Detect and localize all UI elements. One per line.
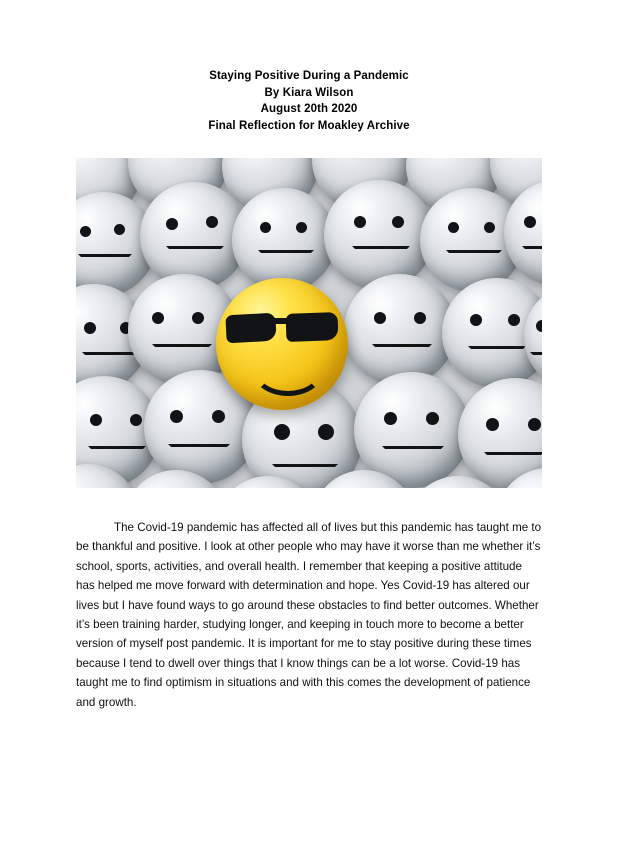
document-title: Staying Positive During a Pandemic: [209, 70, 409, 82]
document-header: [0, 68, 618, 134]
figure-container: [0, 158, 618, 488]
document-author: By Kiara Wilson: [264, 86, 354, 99]
document-page: [0, 68, 618, 868]
smile-mouth: [252, 344, 324, 396]
paragraph-text: The Covid-19 pandemic has affected all of lives but this pandemic has taught me to be thankful and positive. I look at other people who may have it worse than me whether it’s school, sports, activities, and overall health. I remember that keeping a positive attitude has helped me move forward with determination and hope. Yes Covid-19 has altered our lives but I have found ways to go around these obstacles to find better outcomes. Whether it’s been training harder, studying longer, and keeping in touch more to become a better version of myself post pandemic. It is important for me to stay positive during these times because I tend to dwell over things that I know things can be a lot worse. Covid-19 has taught me to find optimism in situations and with this comes the development of patience and growth.: [76, 521, 542, 709]
smiley-faces-image: [76, 158, 542, 488]
document-date: August 20th 2020: [260, 103, 358, 115]
body-paragraph: [76, 518, 542, 712]
sad-ball: [344, 274, 456, 386]
document-subtitle: Final Reflection for Moakley Archive: [208, 119, 410, 132]
sad-ball: [232, 188, 336, 292]
sad-ball: [324, 180, 434, 290]
sunglasses-icon: [224, 312, 342, 346]
